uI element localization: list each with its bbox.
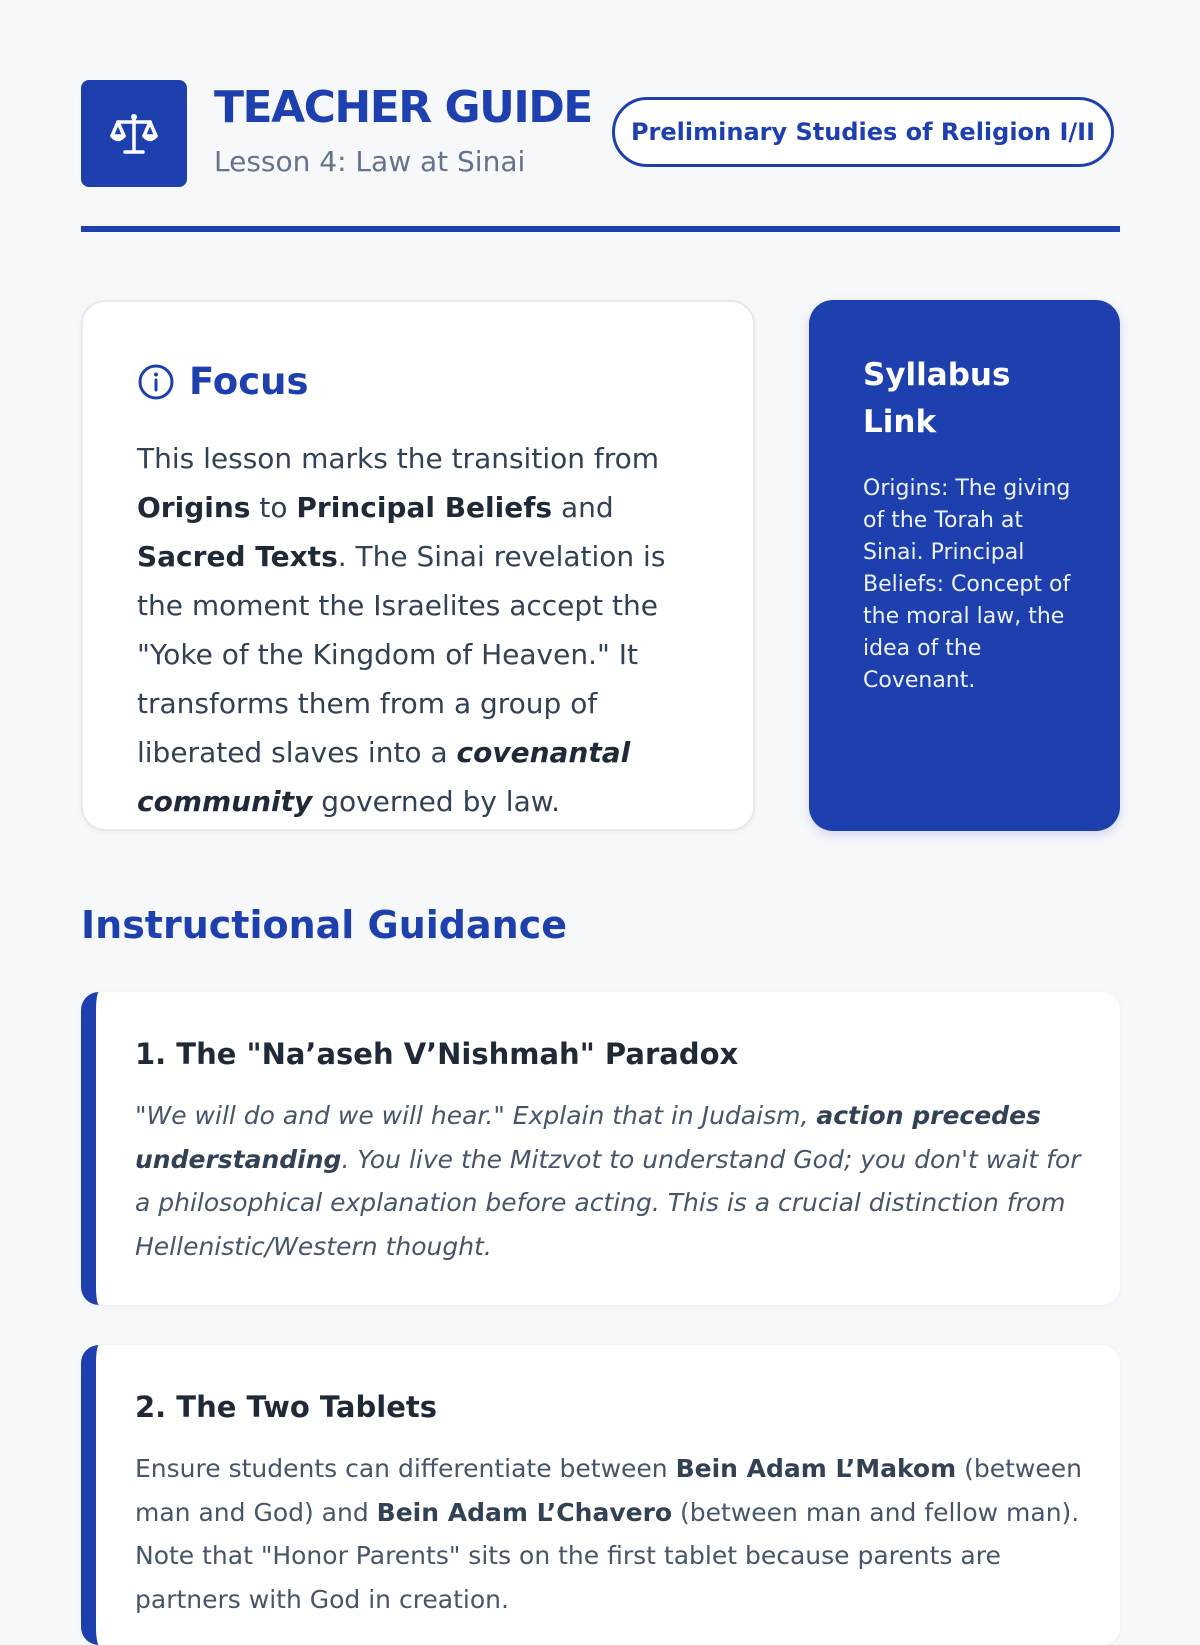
focus-card [81, 300, 755, 831]
focus-text: governed by law. [312, 785, 560, 818]
syllabus-link-card [809, 300, 1120, 831]
focus-header [137, 360, 309, 404]
lesson-subtitle: Lesson 4: Law at Sinai [214, 145, 526, 178]
focus-body [137, 434, 717, 826]
logo-badge [81, 80, 187, 187]
focus-text: and [552, 491, 614, 524]
focus-text: This lesson marks the transition from [137, 442, 660, 475]
guidance-text: Ensure students can differentiate between [135, 1454, 676, 1483]
guidance-card [81, 1345, 1120, 1645]
page-title: TEACHER GUIDE [214, 82, 592, 133]
guidance-card-title: 2. The Two Tablets [135, 1390, 437, 1424]
guidance-term-bein-adam-lchavero: Bein Adam L’Chavero [376, 1497, 673, 1527]
instructional-guidance-heading: Instructional Guidance [81, 903, 568, 947]
guidance-emphasis: action precedes understanding [135, 1101, 1041, 1174]
focus-term-sacred-texts: Sacred Texts [137, 540, 338, 573]
guidance-term-bein-adam-lmakom: Bein Adam L’Makom [675, 1454, 957, 1483]
guidance-card-text [135, 1094, 1090, 1268]
guidance-text: . You live the Mitzvot to understand God; you don't wait for a philosophical explanation before acting. This is a crucial distinction from Hellenistic/Western thought. [135, 1144, 1081, 1261]
focus-title: Focus [189, 360, 309, 403]
focus-text: . The Sinai revelation is the moment the Israelites accept the "Yoke of the Kingdom of Heaven." It transforms them from a group of liberated slaves into a [137, 540, 666, 769]
scales-icon [108, 108, 160, 160]
guidance-card-text [135, 1447, 1090, 1621]
info-icon [137, 363, 175, 401]
guidance-text: "We will do and we will hear." Explain that in Judaism, [135, 1101, 817, 1130]
page-header [81, 80, 1120, 187]
focus-term-covenantal-community: covenantal community [137, 736, 631, 818]
guidance-card [81, 992, 1120, 1305]
course-badge: Preliminary Studies of Religion I/II [612, 97, 1114, 167]
guidance-card-title: 1. The "Na’aseh V’Nishmah" Paradox [135, 1037, 739, 1071]
focus-term-principal-beliefs: Principal Beliefs [296, 491, 553, 524]
focus-term-origins: Origins [137, 491, 251, 524]
syllabus-text: Origins: The giving of the Torah at Sinai. Principal Beliefs: Concept of the moral law, the idea of the Covenant. [863, 476, 1071, 693]
focus-text: to [250, 491, 297, 524]
guidance-text: (between man and God) and [135, 1454, 1082, 1527]
header-divider [81, 226, 1120, 232]
guidance-text: (between man and fellow man). Note that "Honor Parents" sits on the first tablet because parents are partners with God in creation. [135, 1497, 1080, 1614]
syllabus-title: Syllabus Link [863, 357, 1011, 440]
